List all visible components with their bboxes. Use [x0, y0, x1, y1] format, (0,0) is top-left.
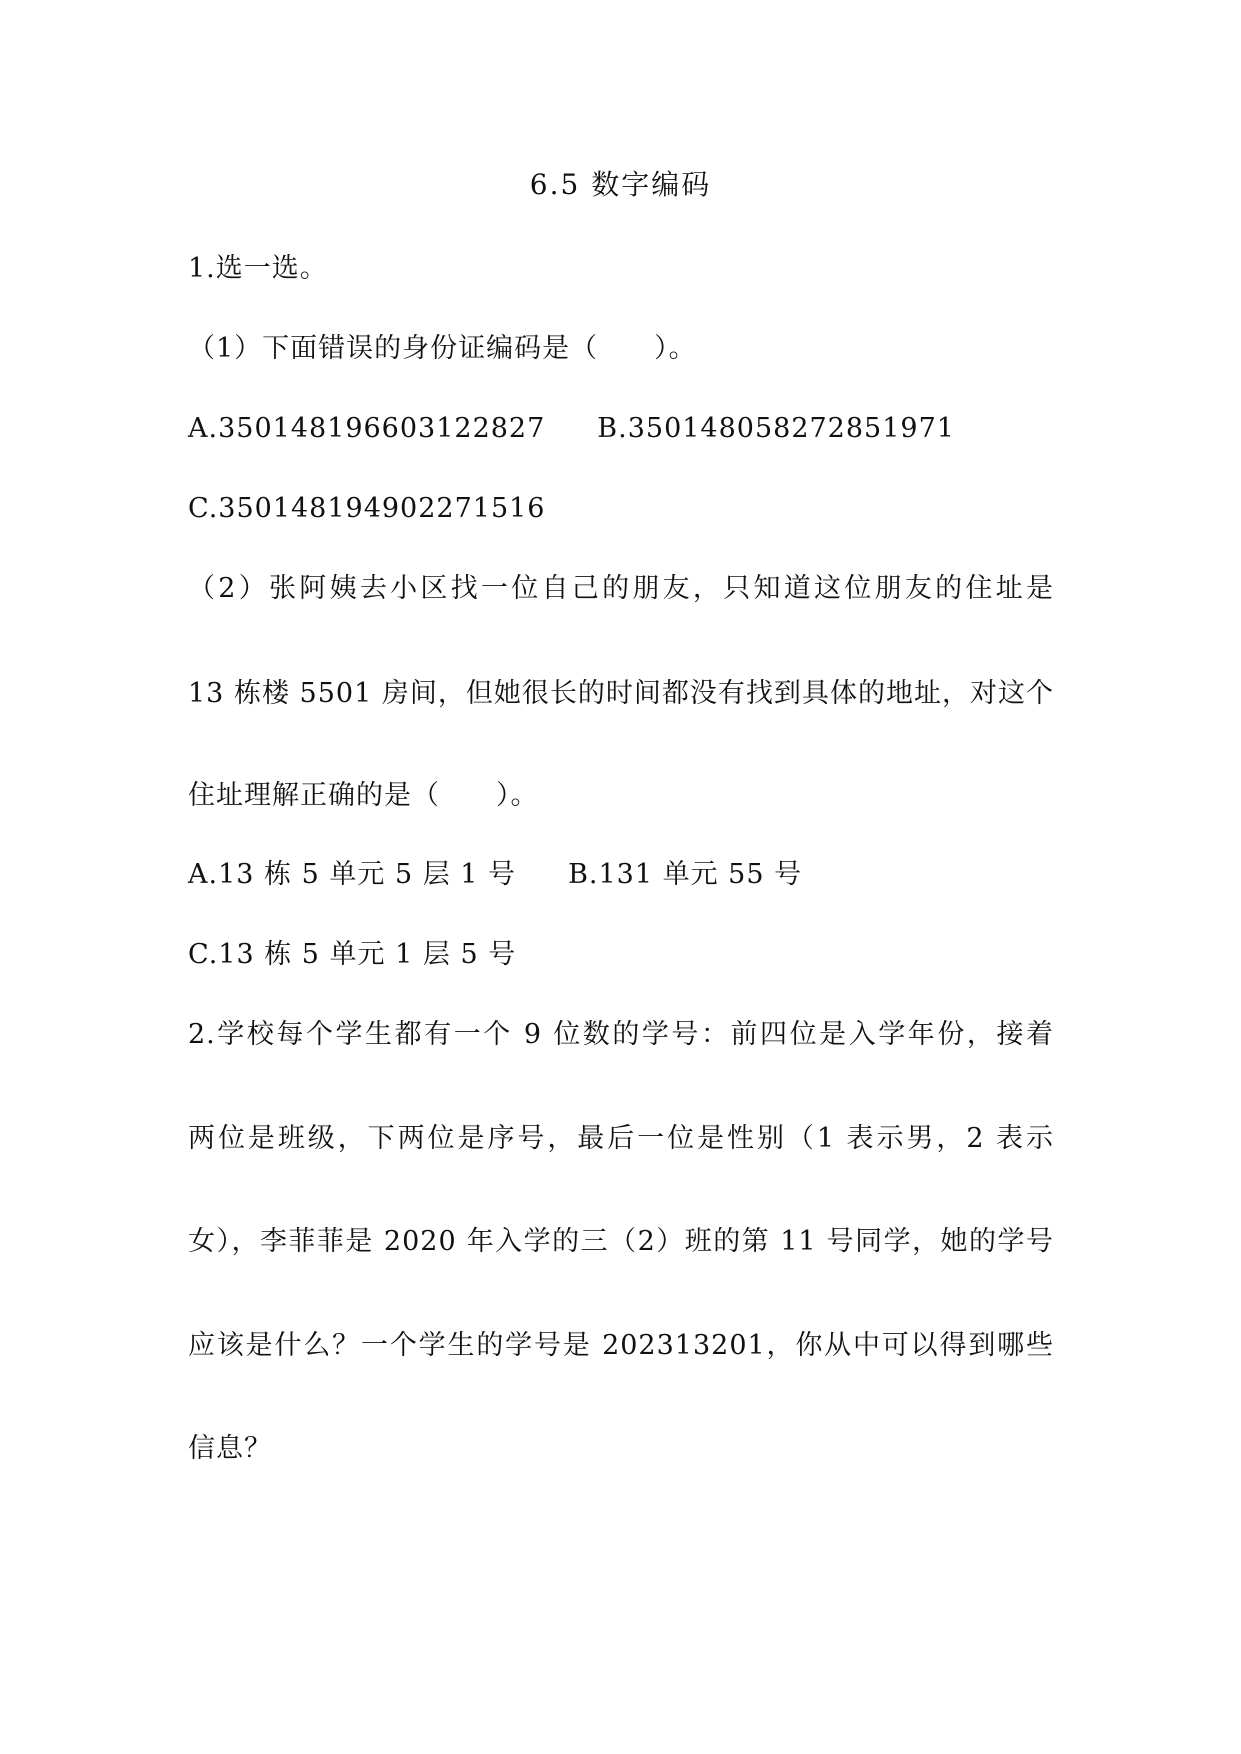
- question-2-text-line-2: 13 栋楼 5501 房间，但她很长的时间都没有找到具体的地址，对这个: [188, 678, 1054, 709]
- question-2-text-line-1: （2）张阿姨去小区找一位自己的朋友，只知道这位朋友的住址是: [188, 573, 1054, 604]
- question-2-option-a: A.13 栋 5 单元 5 层 1 号: [188, 859, 517, 890]
- question-1-options-row: [188, 412, 955, 446]
- section-2-text-line-5: 信息？: [188, 1433, 272, 1464]
- section-2-text-line-2: 两位是班级，下两位是序号，最后一位是性别（1 表示男，2 表示: [188, 1123, 1054, 1154]
- question-2-option-b: B.131 单元 55 号: [568, 859, 803, 890]
- question-1-option-c: C.350148194902271516: [188, 493, 546, 524]
- page-title: 6.5 数字编码: [529, 168, 712, 201]
- question-1-stem: （1）下面错误的身份证编码是（ ）。: [188, 333, 697, 364]
- section-2-text-line-3: 女），李菲菲是 2020 年入学的三（2）班的第 11 号同学，她的学号: [188, 1226, 1054, 1257]
- question-1-option-b: B.350148058272851971: [597, 413, 955, 444]
- section-2-text-line-4: 应该是什么？一个学生的学号是 202313201，你从中可以得到哪些: [188, 1330, 1054, 1361]
- question-1-option-a: A.350148196603122827: [188, 413, 546, 444]
- section-2-text-line-1: 2.学校每个学生都有一个 9 位数的学号：前四位是入学年份，接着: [188, 1019, 1054, 1050]
- question-2-text-line-3: 住址理解正确的是（ ）。: [188, 780, 539, 811]
- question-2-options-row: [188, 858, 802, 892]
- question-2-option-c: C.13 栋 5 单元 1 层 5 号: [188, 939, 517, 970]
- section-1-heading: 1.选一选。: [188, 253, 328, 284]
